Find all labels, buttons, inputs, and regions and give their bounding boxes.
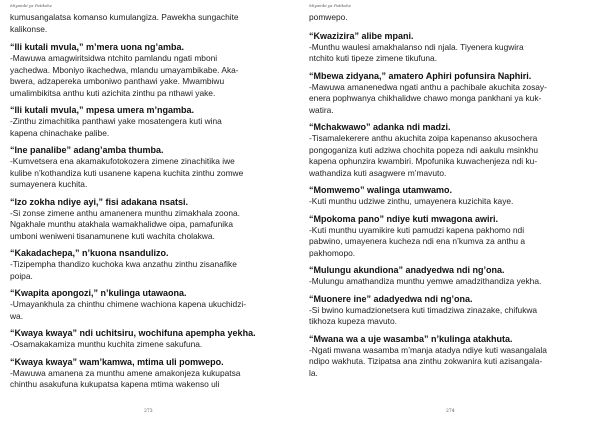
explanation-line: -Mawuwa amanenedwa ngati anthu a pachibale akuchita zosay-	[309, 81, 547, 92]
proverb-heading: “Kwapita apongozi,” n’kulinga utawaona.	[10, 288, 187, 298]
proverb-heading: “Kwaya kwaya” wam’kamwa, mtima uli pomwepo.	[10, 356, 224, 367]
explanation-line: umboni weniweni tisanamunene kuti wachita cholakwa.	[10, 230, 215, 241]
right-page	[300, 0, 600, 424]
explanation-line: pakhomopo.	[309, 247, 356, 258]
proverb-heading: “Izo zokha ndiye ayi,” fisi adakana nsatsi.	[10, 196, 189, 207]
explanation-line: kulibe n’kothandiza kuti usanene kapena kuchita zinthu zomwe	[10, 167, 244, 178]
explanation-line: -Ngati mwana wasamba m’manja atadya ndiye kuti wasangalala	[309, 344, 547, 355]
explanation-line: -Kuti munthu udziwe zinthu, umayenera kuzichita kaye.	[309, 196, 514, 206]
explanation-line: -Zinthu zimachitika panthawi yake mosatengera kuti wina	[10, 116, 222, 126]
continued-text	[10, 12, 272, 35]
proverb-entry	[309, 184, 571, 208]
proverb-heading: “Mwana wa a uje wasamba” n’kulinga atakhuta.	[309, 333, 513, 344]
page-number: 274	[446, 409, 455, 414]
explanation-line: bwera, adzapereka umboniwo panthawi yake. Mwambiwu	[10, 76, 225, 86]
proverb-heading: “Muonere ine” adadyedwa ndi ng’ona.	[309, 293, 473, 304]
explanation-line: tikhoza kupeza mavuto.	[309, 316, 397, 326]
proverb-entry	[10, 356, 272, 391]
proverb-heading: “Kwazizira” alibe mpani.	[309, 30, 414, 41]
proverb-heading: “Mpokoma pano” ndiye kuti mwagona awiri.	[309, 213, 499, 224]
running-head: Miyambi ya Patikshe	[309, 3, 352, 8]
explanation-line: wa.	[10, 310, 24, 321]
page-number: 273	[144, 409, 153, 414]
proverb-entry	[309, 264, 571, 288]
explanation-line: pongoganiza kuti adziwa chochita popeza ndi aakulu msinkhu	[309, 144, 539, 155]
explanation-line: kapena chinachake palibe.	[10, 127, 110, 138]
continued-text	[309, 12, 571, 24]
explanation-line: umalimbikitsa anthu kuti azichita zinthu pa nthawi yake.	[10, 87, 216, 98]
explanation-line: Ngakhale munthu atakhala wamakhalidwe oipa, pamafunika	[10, 219, 234, 229]
body-line: kalikonse.	[10, 23, 48, 34]
proverb-entry	[10, 247, 272, 282]
explanation-line: pabwino, umayenera kucheza ndi ena n’kumva za anthu a	[309, 236, 526, 246]
explanation-line: kapena ophunzira kwambiri. Mpofunika kuwachenjeza ndi ku-	[309, 156, 538, 166]
proverb-entry	[10, 327, 272, 351]
explanation-line: -Osamakakamiza munthu kuchita zimene sakufuna.	[10, 339, 203, 349]
explanation-line: ndipo wakhuta. Tizipatsa ana zinthu zokwanira kuti azisangala-	[309, 356, 543, 366]
proverb-heading: “Ili kutali mvula,” mpesa umera m’ngamba.	[10, 105, 195, 115]
explanation-line: enera pophwanya chikhalidwe chawo monga pankhani ya kuk-	[309, 93, 542, 103]
body-line: kumusangalatsa komanso kumulangiza. Pawekha sungachite	[10, 12, 239, 22]
explanation-line: wathandiza kuti asagwere m’mavuto.	[309, 167, 447, 178]
page-text	[309, 12, 571, 384]
proverb-entry	[309, 333, 571, 380]
explanation-line: chinthu asakufuna kukupatsa kapena mtima wakenso uli	[10, 379, 220, 389]
proverb-heading: “Kakadachepa,” n’kuona nsandulizo.	[10, 248, 169, 258]
proverb-entry	[10, 287, 272, 322]
proverb-heading: “Kwaya kwaya” ndi uchitsiru, wochifuna apempha yekha.	[10, 328, 256, 338]
explanation-line: -Mawuwa amagwiritsidwa ntchito pamlandu ngati mboni	[10, 53, 218, 63]
page-text	[10, 12, 272, 396]
explanation-line: -Mawuwa amanena za munthu amene amakonjeza kukupatsa	[10, 367, 241, 378]
explanation-line: -Tisamalekerere anthu akuchita zoipa kapenanso akusochera	[309, 133, 538, 143]
proverb-heading: “Mbewa zidyana,” amatero Aphiri pofunsira Naphiri.	[309, 70, 532, 81]
proverb-heading: “Mchakwawo” adanka ndi madzi.	[309, 122, 451, 132]
explanation-line: la.	[309, 367, 318, 378]
explanation-line: -Munthu waulesi amakhalanso ndi njala. Tiyenera kugwira	[309, 41, 524, 52]
proverb-entry	[309, 121, 571, 179]
explanation-line: -Kumvetsera ena akamakufotokozera zimene zinachitika iwe	[10, 156, 235, 166]
proverb-entry	[10, 104, 272, 139]
explanation-line: -Umayankhula za chinthu chimene wachiona kapena ukuchidzi-	[10, 299, 247, 309]
running-head: Miyambi ya Patikshe	[10, 3, 53, 8]
proverb-entry	[10, 144, 272, 191]
explanation-line: ntchito kuti tipeze zimene tikufuna.	[309, 53, 438, 63]
explanation-line: -Si zonse zimene anthu amanenera munthu zimakhala zoona.	[10, 207, 240, 218]
body-line: pomwepo.	[309, 12, 348, 22]
proverb-heading: “Mulungu akundiona” anadyedwa ndi ng’ona.	[309, 265, 505, 275]
explanation-line: -Kuti munthu uyamikire kuti pamudzi kapena pakhomo ndi	[309, 224, 525, 235]
explanation-line: -Tizipempha thandizo kuchoka kwa anzathu zinthu zisanafike	[10, 259, 237, 269]
proverb-heading: “Ine panalibe” adang’amba thumba.	[10, 145, 164, 155]
proverb-entry	[309, 70, 571, 117]
proverb-entry	[309, 213, 571, 260]
explanation-line: yachedwa. Mboniyo ikachedwa, mlandu umayambikabe. Aka-	[10, 64, 239, 75]
proverb-entry	[10, 41, 272, 99]
explanation-line: -Mulungu amathandiza munthu yemwe amadzithandiza yekha.	[309, 276, 542, 286]
explanation-line: -Si bwino kumadzionetsera kuti timadziwa zinazake, chifukwa	[309, 304, 538, 315]
explanation-line: poipa.	[10, 270, 33, 281]
proverb-heading: “Ili kutali mvula,” m’mera uona ng’amba.	[10, 42, 185, 52]
proverb-entry	[309, 30, 571, 65]
proverb-heading: “Momwemo” walinga utamwamo.	[309, 185, 453, 195]
explanation-line: watira.	[309, 104, 334, 115]
proverb-entry	[309, 293, 571, 328]
proverb-entry	[10, 196, 272, 243]
explanation-line: sumayenera kuchita.	[10, 179, 88, 189]
